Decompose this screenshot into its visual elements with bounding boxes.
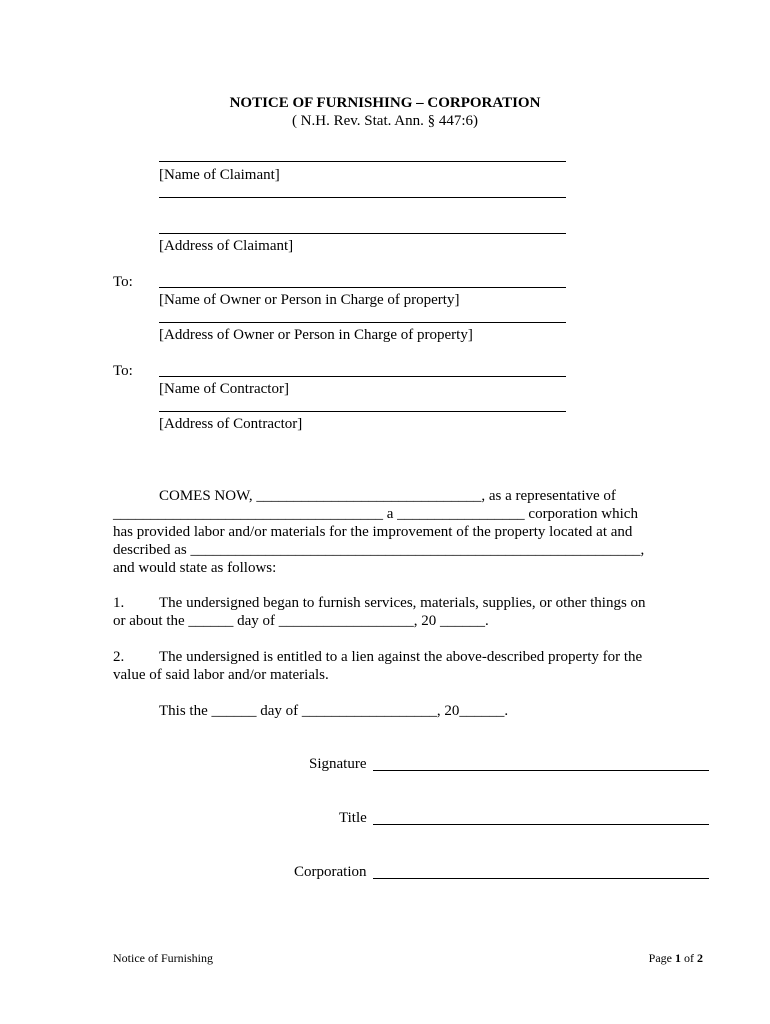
dated-line: This the ______ day of __________________, 20______. [159, 703, 509, 719]
owner-address-line [159, 322, 566, 323]
document-title: NOTICE OF FURNISHING – CORPORATION [229, 95, 541, 111]
body-line-5: and would state as follows: [113, 560, 277, 576]
page-current: 1 [675, 951, 681, 965]
title-line [373, 824, 709, 825]
signature-line [373, 770, 709, 771]
contractor-name-line [159, 376, 566, 377]
owner-to-label: To: [113, 274, 133, 290]
claimant-name-label: [Name of Claimant] [159, 167, 280, 183]
footer-document-name: Notice of Furnishing [113, 951, 213, 965]
footer-page-number [649, 949, 703, 967]
body-line-3: has provided labor and/or materials for the improvement of the property located at and [113, 524, 633, 540]
claimant-address-line-2 [159, 233, 566, 234]
claimant-address-line-1 [159, 197, 566, 198]
contractor-address-label: [Address of Contractor] [159, 416, 303, 432]
signature-label: Signature [309, 756, 367, 772]
contractor-to-label: To: [113, 363, 133, 379]
title-label: Title [339, 810, 367, 826]
owner-name-label: [Name of Owner or Person in Charge of property] [159, 292, 460, 308]
page-total: 2 [697, 951, 703, 965]
body-line-2: ____________________________________ a _________________ corporation which [113, 506, 638, 522]
owner-address-label: [Address of Owner or Person in Charge of property] [159, 327, 473, 343]
corporation-line [373, 878, 709, 879]
item-2-number: 2. [113, 649, 125, 665]
owner-name-line [159, 287, 566, 288]
claimant-name-line [159, 161, 566, 162]
claimant-address-label: [Address of Claimant] [159, 238, 294, 254]
item-1-line-2: or about the ______ day of __________________, 20 ______. [113, 613, 489, 629]
item-2-line-2: value of said labor and/or materials. [113, 667, 329, 683]
page-of: of [684, 951, 694, 965]
item-1-number: 1. [113, 595, 125, 611]
corporation-label: Corporation [294, 864, 367, 880]
contractor-address-line [159, 411, 566, 412]
body-line-4: described as ____________________________________________________________, [113, 542, 645, 558]
item-2-line-1: The undersigned is entitled to a lien against the above-described property for the [159, 649, 643, 665]
item-1-line-1: The undersigned began to furnish services, materials, supplies, or other things on [159, 595, 646, 611]
contractor-name-label: [Name of Contractor] [159, 381, 289, 397]
statute-reference: ( N.H. Rev. Stat. Ann. § 447:6) [291, 113, 479, 129]
body-line-1: COMES NOW, ______________________________, as a representative of [159, 488, 616, 504]
page-prefix: Page [648, 951, 672, 965]
